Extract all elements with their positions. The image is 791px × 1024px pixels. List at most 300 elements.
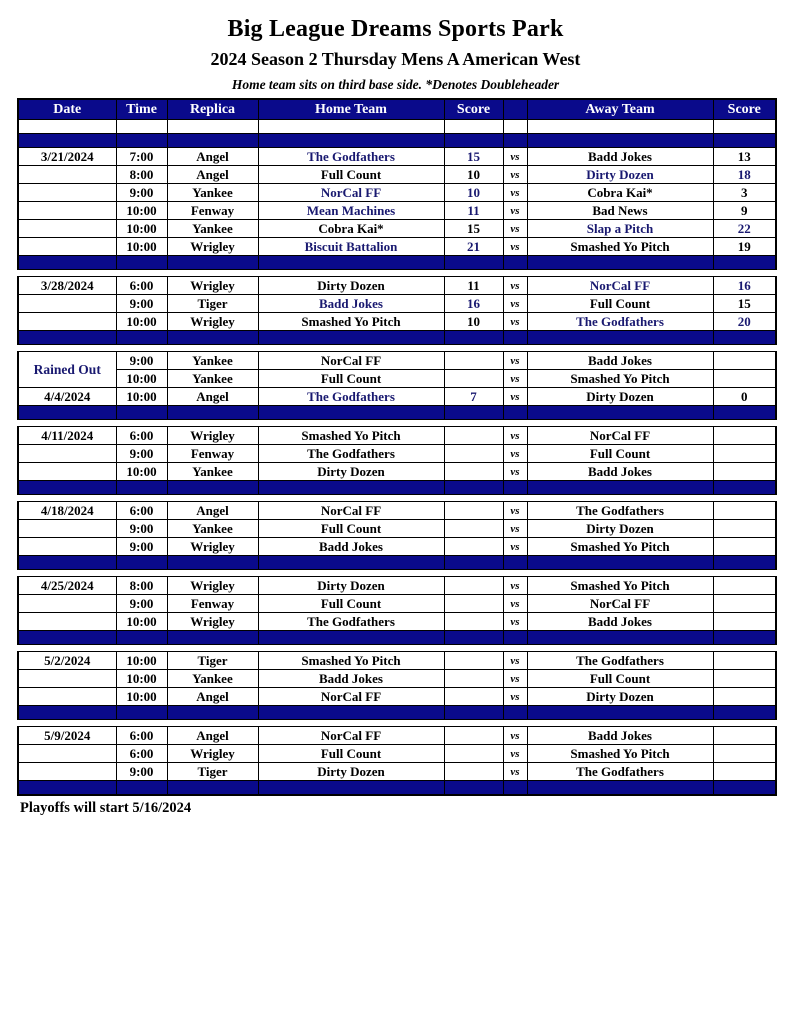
schedule-row bbox=[18, 502, 776, 520]
away-score-cell: 9 bbox=[713, 202, 776, 220]
section-spacer-row bbox=[18, 495, 776, 502]
home-score-cell: 15 bbox=[444, 220, 503, 238]
schedule-row bbox=[18, 220, 776, 238]
section-spacer-cell bbox=[18, 720, 776, 727]
page-subtitle: 2024 Season 2 Thursday Mens A American West bbox=[210, 49, 581, 69]
away-score-cell: 22 bbox=[713, 220, 776, 238]
separator-band-row-cell bbox=[258, 134, 444, 148]
date-cell bbox=[18, 166, 116, 184]
home-team-cell: Full Count bbox=[258, 370, 444, 388]
date-cell bbox=[18, 238, 116, 256]
separator-band-row-cell bbox=[503, 406, 527, 420]
replica-cell: Wrigley bbox=[167, 427, 258, 445]
date-cell: 5/9/2024 bbox=[18, 727, 116, 745]
schedule-row bbox=[18, 352, 776, 370]
empty-row-cell bbox=[503, 120, 527, 134]
time-cell: 10:00 bbox=[116, 370, 167, 388]
separator-band-row-cell bbox=[503, 256, 527, 270]
home-score-cell bbox=[444, 502, 503, 520]
date-cell bbox=[18, 463, 116, 481]
separator-band-row-cell bbox=[713, 331, 776, 345]
vs-cell: vs bbox=[503, 166, 527, 184]
home-score-cell: 15 bbox=[444, 148, 503, 166]
home-team-note: Home team sits on third base side. *Denotes Doubleheader bbox=[231, 77, 560, 92]
page-title: Big League Dreams Sports Park bbox=[227, 16, 564, 42]
away-score-cell bbox=[713, 577, 776, 595]
away-score-cell bbox=[713, 427, 776, 445]
away-score-cell bbox=[713, 502, 776, 520]
home-score-cell bbox=[444, 463, 503, 481]
vs-cell: vs bbox=[503, 688, 527, 706]
schedule-row bbox=[18, 670, 776, 688]
col-header-date: Date bbox=[18, 99, 116, 120]
separator-band-row-cell bbox=[116, 256, 167, 270]
vs-cell: vs bbox=[503, 445, 527, 463]
schedule-row bbox=[18, 595, 776, 613]
home-score-cell bbox=[444, 688, 503, 706]
separator-band-row-cell bbox=[713, 256, 776, 270]
time-cell: 8:00 bbox=[116, 577, 167, 595]
home-team-cell: Badd Jokes bbox=[258, 538, 444, 556]
separator-band-row-cell bbox=[18, 556, 116, 570]
section-spacer-cell bbox=[18, 495, 776, 502]
separator-band-row-cell bbox=[116, 556, 167, 570]
vs-cell: vs bbox=[503, 238, 527, 256]
date-cell: 4/4/2024 bbox=[18, 388, 116, 406]
replica-cell: Fenway bbox=[167, 445, 258, 463]
replica-cell: Tiger bbox=[167, 652, 258, 670]
empty-row-cell bbox=[444, 120, 503, 134]
away-team-cell: NorCal FF bbox=[527, 277, 713, 295]
separator-band-row-cell bbox=[503, 706, 527, 720]
schedule-row bbox=[18, 445, 776, 463]
home-score-cell bbox=[444, 613, 503, 631]
separator-band-row-cell bbox=[116, 706, 167, 720]
date-cell bbox=[18, 202, 116, 220]
schedule-row bbox=[18, 313, 776, 331]
away-team-cell: Smashed Yo Pitch bbox=[527, 538, 713, 556]
schedule-row bbox=[18, 652, 776, 670]
home-team-cell: NorCal FF bbox=[258, 688, 444, 706]
replica-cell: Yankee bbox=[167, 463, 258, 481]
schedule-row bbox=[18, 295, 776, 313]
away-team-cell: Dirty Dozen bbox=[527, 520, 713, 538]
time-cell: 9:00 bbox=[116, 520, 167, 538]
separator-band-row-cell bbox=[18, 406, 116, 420]
home-team-cell: Full Count bbox=[258, 166, 444, 184]
away-team-cell: The Godfathers bbox=[527, 502, 713, 520]
section-spacer-cell bbox=[18, 345, 776, 352]
home-team-cell: NorCal FF bbox=[258, 184, 444, 202]
separator-band-row-cell bbox=[444, 406, 503, 420]
time-cell: 6:00 bbox=[116, 277, 167, 295]
away-team-cell: Smashed Yo Pitch bbox=[527, 577, 713, 595]
separator-band-row-cell bbox=[258, 331, 444, 345]
away-team-cell: Full Count bbox=[527, 295, 713, 313]
separator-band-row-cell bbox=[713, 481, 776, 495]
time-cell: 10:00 bbox=[116, 238, 167, 256]
separator-band-row-cell bbox=[503, 556, 527, 570]
separator-band-row-cell bbox=[527, 781, 713, 796]
away-score-cell bbox=[713, 463, 776, 481]
col-header-away-score: Score bbox=[713, 99, 776, 120]
separator-band-row-cell bbox=[503, 781, 527, 796]
separator-band-row-cell bbox=[503, 631, 527, 645]
empty-row-cell bbox=[116, 120, 167, 134]
schedule-row bbox=[18, 277, 776, 295]
vs-cell: vs bbox=[503, 727, 527, 745]
away-team-cell: Dirty Dozen bbox=[527, 688, 713, 706]
date-cell: 4/25/2024 bbox=[18, 577, 116, 595]
separator-band-row-cell bbox=[503, 331, 527, 345]
replica-cell: Yankee bbox=[167, 370, 258, 388]
away-score-cell: 18 bbox=[713, 166, 776, 184]
separator-band-row-cell bbox=[116, 781, 167, 796]
home-team-cell: Badd Jokes bbox=[258, 670, 444, 688]
vs-cell: vs bbox=[503, 502, 527, 520]
replica-cell: Tiger bbox=[167, 763, 258, 781]
home-score-cell bbox=[444, 352, 503, 370]
date-cell: 5/2/2024 bbox=[18, 652, 116, 670]
replica-cell: Wrigley bbox=[167, 313, 258, 331]
section-spacer-row bbox=[18, 570, 776, 577]
home-team-cell: NorCal FF bbox=[258, 727, 444, 745]
home-score-cell bbox=[444, 520, 503, 538]
replica-cell: Wrigley bbox=[167, 745, 258, 763]
date-cell: 3/21/2024 bbox=[18, 148, 116, 166]
home-score-cell bbox=[444, 763, 503, 781]
separator-band-row-cell bbox=[167, 631, 258, 645]
away-score-cell bbox=[713, 652, 776, 670]
separator-band-row-cell bbox=[167, 134, 258, 148]
home-team-cell: Smashed Yo Pitch bbox=[258, 652, 444, 670]
separator-band-row-cell bbox=[18, 781, 116, 796]
separator-band-row-cell bbox=[713, 781, 776, 796]
schedule-table-body bbox=[18, 120, 776, 796]
section-spacer-cell bbox=[18, 570, 776, 577]
home-team-cell: NorCal FF bbox=[258, 502, 444, 520]
vs-cell: vs bbox=[503, 427, 527, 445]
separator-band-row bbox=[18, 706, 776, 720]
away-team-cell: Full Count bbox=[527, 445, 713, 463]
replica-cell: Angel bbox=[167, 388, 258, 406]
home-score-cell: 11 bbox=[444, 277, 503, 295]
time-cell: 9:00 bbox=[116, 184, 167, 202]
away-score-cell bbox=[713, 520, 776, 538]
separator-band-row-cell bbox=[116, 406, 167, 420]
date-cell bbox=[18, 313, 116, 331]
separator-band-row-cell bbox=[116, 481, 167, 495]
date-cell bbox=[18, 688, 116, 706]
date-cell: 4/11/2024 bbox=[18, 427, 116, 445]
vs-cell: vs bbox=[503, 520, 527, 538]
away-team-cell: Badd Jokes bbox=[527, 727, 713, 745]
schedule-row bbox=[18, 463, 776, 481]
vs-cell: vs bbox=[503, 745, 527, 763]
schedule-row bbox=[18, 166, 776, 184]
replica-cell: Fenway bbox=[167, 595, 258, 613]
replica-cell: Angel bbox=[167, 502, 258, 520]
away-score-cell bbox=[713, 763, 776, 781]
section-spacer-row bbox=[18, 645, 776, 652]
vs-cell: vs bbox=[503, 352, 527, 370]
date-cell bbox=[18, 670, 116, 688]
date-cell: 3/28/2024 bbox=[18, 277, 116, 295]
time-cell: 9:00 bbox=[116, 763, 167, 781]
date-cell bbox=[18, 613, 116, 631]
home-score-cell bbox=[444, 652, 503, 670]
schedule-row bbox=[18, 577, 776, 595]
time-cell: 10:00 bbox=[116, 202, 167, 220]
time-cell: 8:00 bbox=[116, 166, 167, 184]
section-spacer-cell bbox=[18, 270, 776, 277]
home-score-cell: 10 bbox=[444, 166, 503, 184]
separator-band-row-cell bbox=[527, 134, 713, 148]
home-team-cell: The Godfathers bbox=[258, 388, 444, 406]
home-score-cell: 21 bbox=[444, 238, 503, 256]
separator-band-row-cell bbox=[167, 706, 258, 720]
empty-row-cell bbox=[713, 120, 776, 134]
schedule-row bbox=[18, 370, 776, 388]
away-team-cell: NorCal FF bbox=[527, 427, 713, 445]
replica-cell: Yankee bbox=[167, 670, 258, 688]
table-header-row bbox=[18, 99, 776, 120]
separator-band-row bbox=[18, 331, 776, 345]
separator-band-row-cell bbox=[167, 481, 258, 495]
col-header-vs bbox=[503, 99, 527, 120]
separator-band-row-cell bbox=[116, 331, 167, 345]
home-score-cell bbox=[444, 670, 503, 688]
separator-band-row-cell bbox=[527, 706, 713, 720]
time-cell: 6:00 bbox=[116, 427, 167, 445]
empty-row bbox=[18, 120, 776, 134]
separator-band-row-cell bbox=[258, 781, 444, 796]
schedule-row bbox=[18, 427, 776, 445]
home-team-cell: Mean Machines bbox=[258, 202, 444, 220]
schedule-row bbox=[18, 202, 776, 220]
home-team-cell: Full Count bbox=[258, 745, 444, 763]
replica-cell: Angel bbox=[167, 148, 258, 166]
separator-band-row-cell bbox=[18, 631, 116, 645]
schedule-row bbox=[18, 184, 776, 202]
separator-band-row-cell bbox=[713, 134, 776, 148]
schedule-row bbox=[18, 763, 776, 781]
away-team-cell: Cobra Kai* bbox=[527, 184, 713, 202]
separator-band-row-cell bbox=[527, 331, 713, 345]
date-cell bbox=[18, 520, 116, 538]
away-team-cell: The Godfathers bbox=[527, 763, 713, 781]
col-header-away-team: Away Team bbox=[527, 99, 713, 120]
schedule-row bbox=[18, 688, 776, 706]
away-score-cell: 19 bbox=[713, 238, 776, 256]
rained-out-cell: Rained Out bbox=[18, 352, 116, 388]
separator-band-row-cell bbox=[167, 406, 258, 420]
section-spacer-row bbox=[18, 270, 776, 277]
date-cell bbox=[18, 595, 116, 613]
separator-band-row-cell bbox=[258, 706, 444, 720]
col-header-home-score: Score bbox=[444, 99, 503, 120]
separator-band-row-cell bbox=[713, 556, 776, 570]
section-spacer-row bbox=[18, 420, 776, 427]
schedule-row bbox=[18, 745, 776, 763]
away-score-cell: 15 bbox=[713, 295, 776, 313]
home-score-cell bbox=[444, 727, 503, 745]
playoffs-note: Playoffs will start 5/16/2024 bbox=[20, 800, 192, 816]
col-header-home-team: Home Team bbox=[258, 99, 444, 120]
vs-cell: vs bbox=[503, 652, 527, 670]
away-score-cell bbox=[713, 352, 776, 370]
separator-band-row-cell bbox=[503, 481, 527, 495]
away-team-cell: Badd Jokes bbox=[527, 352, 713, 370]
replica-cell: Wrigley bbox=[167, 577, 258, 595]
separator-band-row-cell bbox=[18, 134, 116, 148]
vs-cell: vs bbox=[503, 463, 527, 481]
replica-cell: Angel bbox=[167, 727, 258, 745]
away-team-cell: Smashed Yo Pitch bbox=[527, 370, 713, 388]
time-cell: 6:00 bbox=[116, 727, 167, 745]
home-team-cell: Dirty Dozen bbox=[258, 577, 444, 595]
vs-cell: vs bbox=[503, 295, 527, 313]
replica-cell: Yankee bbox=[167, 520, 258, 538]
vs-cell: vs bbox=[503, 220, 527, 238]
separator-band-row-cell bbox=[527, 631, 713, 645]
time-cell: 10:00 bbox=[116, 652, 167, 670]
separator-band-row-cell bbox=[444, 331, 503, 345]
home-team-cell: Full Count bbox=[258, 520, 444, 538]
schedule-row bbox=[18, 148, 776, 166]
replica-cell: Yankee bbox=[167, 352, 258, 370]
separator-band-row-cell bbox=[444, 631, 503, 645]
away-score-cell: 16 bbox=[713, 277, 776, 295]
separator-band-row-cell bbox=[258, 406, 444, 420]
vs-cell: vs bbox=[503, 763, 527, 781]
home-score-cell bbox=[444, 427, 503, 445]
date-cell bbox=[18, 763, 116, 781]
away-team-cell: Smashed Yo Pitch bbox=[527, 238, 713, 256]
col-header-time: Time bbox=[116, 99, 167, 120]
schedule-table bbox=[17, 98, 777, 796]
time-cell: 10:00 bbox=[116, 463, 167, 481]
separator-band-row-cell bbox=[444, 556, 503, 570]
away-team-cell: Dirty Dozen bbox=[527, 166, 713, 184]
vs-cell: vs bbox=[503, 277, 527, 295]
separator-band-row bbox=[18, 256, 776, 270]
away-score-cell bbox=[713, 745, 776, 763]
home-team-cell: The Godfathers bbox=[258, 445, 444, 463]
schedule-row bbox=[18, 538, 776, 556]
time-cell: 7:00 bbox=[116, 148, 167, 166]
away-score-cell: 3 bbox=[713, 184, 776, 202]
separator-band-row-cell bbox=[527, 481, 713, 495]
empty-row-cell bbox=[527, 120, 713, 134]
home-team-cell: The Godfathers bbox=[258, 148, 444, 166]
separator-band-row bbox=[18, 781, 776, 796]
section-spacer-cell bbox=[18, 420, 776, 427]
col-header-replica: Replica bbox=[167, 99, 258, 120]
separator-band-row bbox=[18, 134, 776, 148]
home-team-cell: Dirty Dozen bbox=[258, 763, 444, 781]
schedule-row bbox=[18, 388, 776, 406]
time-cell: 10:00 bbox=[116, 613, 167, 631]
away-team-cell: Smashed Yo Pitch bbox=[527, 745, 713, 763]
separator-band-row-cell bbox=[167, 556, 258, 570]
vs-cell: vs bbox=[503, 670, 527, 688]
away-team-cell: Badd Jokes bbox=[527, 148, 713, 166]
time-cell: 6:00 bbox=[116, 745, 167, 763]
vs-cell: vs bbox=[503, 538, 527, 556]
separator-band-row-cell bbox=[18, 481, 116, 495]
separator-band-row bbox=[18, 406, 776, 420]
separator-band-row bbox=[18, 556, 776, 570]
separator-band-row-cell bbox=[527, 556, 713, 570]
away-team-cell: Slap a Pitch bbox=[527, 220, 713, 238]
replica-cell: Wrigley bbox=[167, 277, 258, 295]
date-cell bbox=[18, 220, 116, 238]
separator-band-row-cell bbox=[527, 256, 713, 270]
separator-band-row bbox=[18, 631, 776, 645]
replica-cell: Wrigley bbox=[167, 538, 258, 556]
away-team-cell: Full Count bbox=[527, 670, 713, 688]
vs-cell: vs bbox=[503, 370, 527, 388]
section-spacer-row bbox=[18, 345, 776, 352]
separator-band-row-cell bbox=[444, 706, 503, 720]
replica-cell: Angel bbox=[167, 688, 258, 706]
replica-cell: Yankee bbox=[167, 184, 258, 202]
away-team-cell: Badd Jokes bbox=[527, 463, 713, 481]
away-score-cell bbox=[713, 613, 776, 631]
replica-cell: Yankee bbox=[167, 220, 258, 238]
empty-row-cell bbox=[258, 120, 444, 134]
home-team-cell: Full Count bbox=[258, 595, 444, 613]
home-team-cell: The Godfathers bbox=[258, 613, 444, 631]
away-team-cell: The Godfathers bbox=[527, 313, 713, 331]
home-score-cell: 10 bbox=[444, 313, 503, 331]
vs-cell: vs bbox=[503, 595, 527, 613]
time-cell: 10:00 bbox=[116, 313, 167, 331]
replica-cell: Tiger bbox=[167, 295, 258, 313]
vs-cell: vs bbox=[503, 388, 527, 406]
away-score-cell bbox=[713, 370, 776, 388]
away-score-cell bbox=[713, 688, 776, 706]
home-team-cell: Cobra Kai* bbox=[258, 220, 444, 238]
separator-band-row-cell bbox=[116, 631, 167, 645]
time-cell: 10:00 bbox=[116, 388, 167, 406]
time-cell: 9:00 bbox=[116, 538, 167, 556]
section-spacer-cell bbox=[18, 645, 776, 652]
vs-cell: vs bbox=[503, 148, 527, 166]
separator-band-row-cell bbox=[18, 706, 116, 720]
replica-cell: Fenway bbox=[167, 202, 258, 220]
vs-cell: vs bbox=[503, 613, 527, 631]
separator-band-row-cell bbox=[713, 706, 776, 720]
date-cell bbox=[18, 184, 116, 202]
separator-band-row-cell bbox=[444, 781, 503, 796]
away-team-cell: Badd Jokes bbox=[527, 613, 713, 631]
separator-band-row-cell bbox=[713, 406, 776, 420]
replica-cell: Wrigley bbox=[167, 238, 258, 256]
separator-band-row bbox=[18, 481, 776, 495]
away-score-cell: 13 bbox=[713, 148, 776, 166]
away-score-cell bbox=[713, 727, 776, 745]
empty-row-cell bbox=[18, 120, 116, 134]
separator-band-row-cell bbox=[527, 406, 713, 420]
date-cell: 4/18/2024 bbox=[18, 502, 116, 520]
schedule-row bbox=[18, 238, 776, 256]
away-score-cell bbox=[713, 538, 776, 556]
time-cell: 10:00 bbox=[116, 688, 167, 706]
time-cell: 9:00 bbox=[116, 445, 167, 463]
separator-band-row-cell bbox=[713, 631, 776, 645]
